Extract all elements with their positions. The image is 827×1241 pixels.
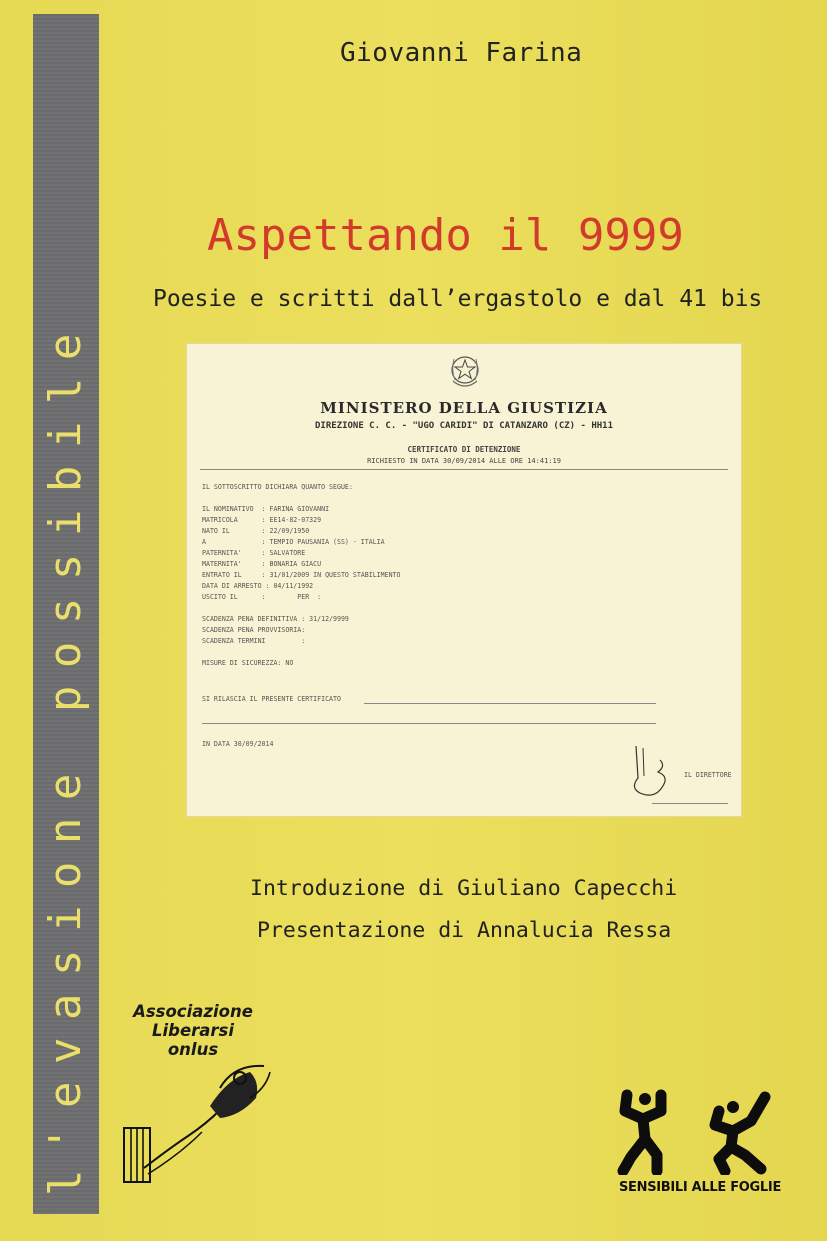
certificate-director-label: IL DIRETTORE <box>684 771 732 779</box>
association-line: onlus <box>167 1040 219 1059</box>
certificate-rule <box>202 723 656 724</box>
certificate-intro-line: IL SOTTOSCRITTO DICHIARA QUANTO SEGUE: <box>202 483 353 491</box>
certificate-row: MATRICOLA : EE14-82-07329 <box>202 516 322 524</box>
series-spine-band <box>33 14 99 1214</box>
certificate-row: USCITO IL : PER : <box>202 593 322 601</box>
association-name <box>118 1002 268 1059</box>
certificate-scadenza: SCADENZA TERMINI : <box>202 637 306 645</box>
presentation-credit: Presentazione di Annalucia Ressa <box>257 918 672 943</box>
italian-republic-emblem-icon <box>448 351 482 391</box>
two-jumping-figures-logo-icon <box>615 1085 785 1175</box>
certificate-row: A : TEMPIO PAUSANIA (SS) - ITALIA <box>202 538 385 546</box>
certificate-row: MATERNITA' : BONARIA GIACU <box>202 560 322 568</box>
certificate-row: PATERNITA' : SALVATORE <box>202 549 306 557</box>
certificate-row: NATO IL : 22/09/1950 <box>202 527 310 535</box>
certificate-rule <box>364 703 656 704</box>
certificate-ministry: MINISTERO DELLA GIUSTIZIA <box>320 399 608 417</box>
certificate-row: ENTRATO IL : 31/01/2009 IN QUESTO STABILIMENTO <box>202 571 401 579</box>
director-signature <box>616 738 706 808</box>
certificate-misure: MISURE DI SICUREZZA: NO <box>202 659 294 667</box>
certificate-divider <box>200 469 728 470</box>
certificate-request-date: RICHIESTO IN DATA 30/09/2014 ALLE ORE 14:41:19 <box>367 457 561 465</box>
certificate-date: IN DATA 30/09/2014 <box>202 740 274 748</box>
book-title: Aspettando il 9999 <box>207 210 684 261</box>
certificate-scadenza: SCADENZA PENA DEFINITIVA : 31/12/9999 <box>202 615 349 623</box>
certificate-scadenza: SCADENZA PENA PROVVISORIA: <box>202 626 306 634</box>
certificate-direzione: DIREZIONE C. C. - "UGO CARIDI" DI CATANZARO (CZ) - HH11 <box>314 421 613 431</box>
flying-prisoner-logo-icon <box>110 1058 280 1188</box>
association-line: Associazione <box>133 1002 253 1021</box>
certificate-title: CERTIFICATO DI DETENZIONE <box>407 445 521 454</box>
detention-certificate-image <box>186 343 742 817</box>
certificate-row: DATA DI ARRESTO : 04/11/1992 <box>202 582 314 590</box>
association-line: Liberarsi <box>151 1021 235 1040</box>
certificate-rilascia: SI RILASCIA IL PRESENTE CERTIFICATO <box>202 695 341 703</box>
book-subtitle: Poesie e scritti dall’ergastolo e dal 41 bis <box>153 286 763 312</box>
certificate-row: IL NOMINATIVO : FARINA GIOVANNI <box>202 505 330 513</box>
series-name: l'evasione possibile <box>40 316 91 1196</box>
introduction-credit: Introduzione di Giuliano Capecchi <box>250 876 678 901</box>
author-name: Giovanni Farina <box>340 38 583 68</box>
publisher-name: SENSIBILI ALLE FOGLIE <box>618 1180 782 1195</box>
